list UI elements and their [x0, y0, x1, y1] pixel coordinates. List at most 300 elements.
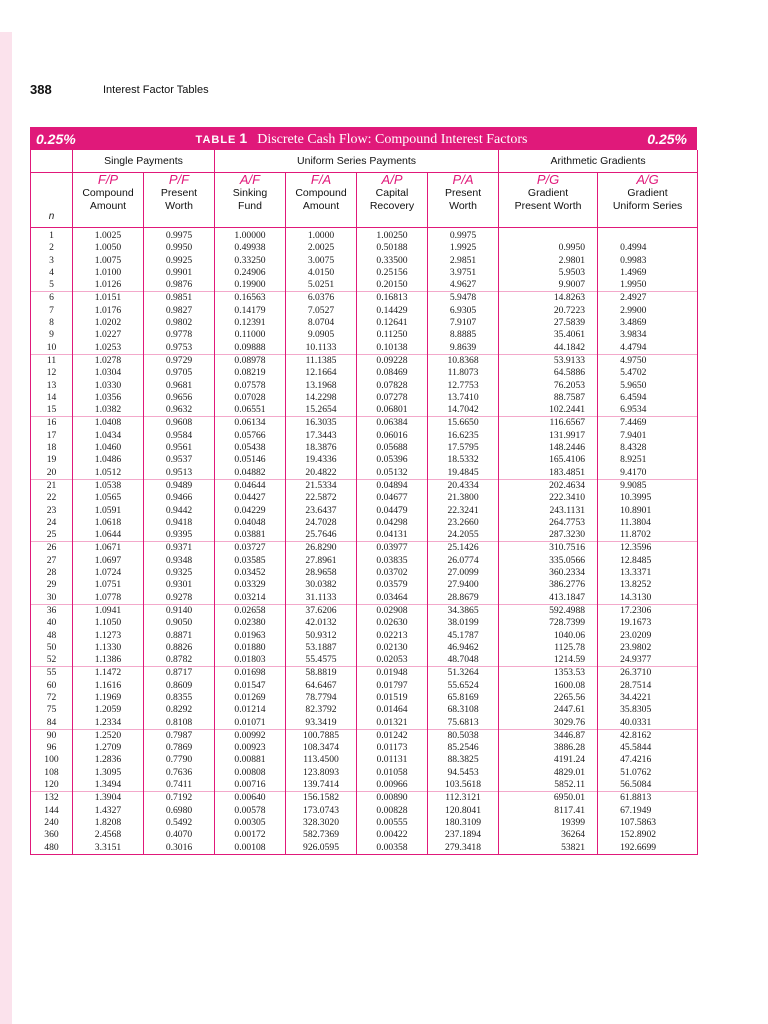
cell-fp: 1.4327	[73, 805, 144, 817]
cell-fp: 1.1472	[73, 667, 144, 680]
cell-pa: 16.6235	[428, 430, 499, 442]
cell-af: 0.19900	[215, 279, 286, 292]
cell-af: 0.01803	[215, 654, 286, 667]
cell-pa: 48.7048	[428, 654, 499, 667]
cell-fp: 1.0512	[73, 467, 144, 480]
table-row	[31, 242, 698, 254]
cell-pa: 38.0199	[428, 617, 499, 629]
cell-pf: 0.7192	[144, 792, 215, 805]
cell-ag: 6.9534	[598, 404, 698, 417]
cell-af: 0.04048	[215, 517, 286, 529]
col-symbol: A/G	[636, 172, 659, 187]
cell-ap: 0.09228	[357, 354, 428, 367]
cell-af: 0.11000	[215, 329, 286, 341]
cell-pf: 0.9348	[144, 555, 215, 567]
table-row	[31, 305, 698, 317]
table-row	[31, 329, 698, 341]
cell-n: 11	[31, 354, 73, 367]
cell-n: 12	[31, 367, 73, 379]
cell-pg: 27.5839	[499, 317, 598, 329]
cell-fp: 1.8208	[73, 817, 144, 829]
cell-pg: 3029.76	[499, 717, 598, 730]
cell-n: 36	[31, 604, 73, 617]
col-af-header	[215, 173, 286, 228]
cell-pa: 7.9107	[428, 317, 499, 329]
cell-fp: 2.4568	[73, 829, 144, 841]
cell-pa: 80.5038	[428, 729, 499, 742]
cell-pg: 8117.41	[499, 805, 598, 817]
cell-pa: 55.6524	[428, 680, 499, 692]
table-row	[31, 805, 698, 817]
cell-fp: 1.0382	[73, 404, 144, 417]
cell-pa: 13.7410	[428, 392, 499, 404]
cell-ag: 23.9802	[598, 642, 698, 654]
cell-n: 144	[31, 805, 73, 817]
cell-pf: 0.9513	[144, 467, 215, 480]
cell-fa: 27.8961	[286, 555, 357, 567]
cell-fp: 1.2520	[73, 729, 144, 742]
cell-ag: 6.4594	[598, 392, 698, 404]
cell-pg: 310.7516	[499, 542, 598, 555]
cell-fa: 37.6206	[286, 604, 357, 617]
col-ag-header	[598, 173, 698, 228]
cell-pa: 20.4334	[428, 479, 499, 492]
cell-fa: 55.4575	[286, 654, 357, 667]
cell-ag: 2.9900	[598, 305, 698, 317]
cell-n: 17	[31, 430, 73, 442]
cell-pa: 45.1787	[428, 630, 499, 642]
cell-pa: 34.3865	[428, 604, 499, 617]
cell-fp: 1.0126	[73, 279, 144, 292]
col-name-line1: Compound	[82, 187, 134, 199]
cell-n: 18	[31, 442, 73, 454]
cell-af: 0.49938	[215, 242, 286, 254]
table-row	[31, 279, 698, 292]
cell-pg: 148.2446	[499, 442, 598, 454]
cell-af: 0.08978	[215, 354, 286, 367]
cell-pf: 0.8609	[144, 680, 215, 692]
cell-pg: 9.9007	[499, 279, 598, 292]
cell-af: 0.05766	[215, 430, 286, 442]
cell-fp: 1.0227	[73, 329, 144, 341]
col-symbol: P/G	[536, 172, 560, 187]
cell-fp: 1.2334	[73, 717, 144, 730]
cell-ag: 8.4328	[598, 442, 698, 454]
cell-n: 9	[31, 329, 73, 341]
cell-af: 0.01698	[215, 667, 286, 680]
cell-pg: 287.3230	[499, 529, 598, 542]
cell-fp: 1.2059	[73, 704, 144, 716]
table-row	[31, 704, 698, 716]
cell-pg: 728.7399	[499, 617, 598, 629]
cell-pf: 0.9729	[144, 354, 215, 367]
cell-ap: 0.08469	[357, 367, 428, 379]
cell-n: 84	[31, 717, 73, 730]
cell-pf: 0.8717	[144, 667, 215, 680]
cell-pf: 0.8355	[144, 692, 215, 704]
group-uniform-series: Uniform Series Payments	[215, 150, 499, 173]
cell-pa: 103.5618	[428, 779, 499, 792]
cell-af: 0.07578	[215, 380, 286, 392]
table-row	[31, 680, 698, 692]
cell-fp: 1.0304	[73, 367, 144, 379]
col-name-line1: Present	[444, 187, 482, 199]
cell-pa: 51.3264	[428, 667, 499, 680]
cell-ap: 0.06384	[357, 417, 428, 430]
cell-n: 7	[31, 305, 73, 317]
cell-pg: 592.4988	[499, 604, 598, 617]
cell-pa: 11.8073	[428, 367, 499, 379]
cell-ap: 0.01519	[357, 692, 428, 704]
cell-pg: 0.9950	[499, 242, 598, 254]
col-name-line2: Amount	[89, 200, 127, 212]
cell-fa: 64.6467	[286, 680, 357, 692]
col-name-line2: Recovery	[369, 200, 415, 212]
cell-ap: 0.20150	[357, 279, 428, 292]
cell-ag: 8.9251	[598, 454, 698, 466]
cell-pg: 14.8263	[499, 292, 598, 305]
cell-ap: 0.06016	[357, 430, 428, 442]
table-row	[31, 542, 698, 555]
cell-ap: 0.01242	[357, 729, 428, 742]
table-row	[31, 779, 698, 792]
cell-pg: 64.5886	[499, 367, 598, 379]
table-row	[31, 767, 698, 779]
cell-af: 0.01547	[215, 680, 286, 692]
cell-ag: 28.7514	[598, 680, 698, 692]
cell-af: 0.03214	[215, 592, 286, 605]
cell-fp: 1.0618	[73, 517, 144, 529]
cell-af: 0.00808	[215, 767, 286, 779]
cell-pg	[499, 228, 598, 243]
cell-pa: 6.9305	[428, 305, 499, 317]
table-row	[31, 367, 698, 379]
cell-n: 16	[31, 417, 73, 430]
cell-ag: 3.9834	[598, 329, 698, 341]
cell-n: 29	[31, 579, 73, 591]
cell-pf: 0.9975	[144, 228, 215, 243]
side-color-strip	[0, 32, 12, 1024]
cell-pg: 44.1842	[499, 342, 598, 355]
col-pf-header	[144, 173, 215, 228]
cell-fp: 1.0075	[73, 255, 144, 267]
cell-pg: 88.7587	[499, 392, 598, 404]
cell-pa: 14.7042	[428, 404, 499, 417]
cell-n: 24	[31, 517, 73, 529]
cell-fp: 1.1330	[73, 642, 144, 654]
cell-fa: 14.2298	[286, 392, 357, 404]
cell-pf: 0.9778	[144, 329, 215, 341]
cell-ag: 7.9401	[598, 430, 698, 442]
cell-pa: 10.8368	[428, 354, 499, 367]
cell-pa: 4.9627	[428, 279, 499, 292]
cell-ap: 0.50188	[357, 242, 428, 254]
cell-pf: 0.9561	[144, 442, 215, 454]
cell-ag: 4.4794	[598, 342, 698, 355]
cell-fp: 1.1969	[73, 692, 144, 704]
cell-fp: 1.1616	[73, 680, 144, 692]
cell-af: 0.01963	[215, 630, 286, 642]
cell-ag: 1.9950	[598, 279, 698, 292]
cell-pg: 116.6567	[499, 417, 598, 430]
cell-fp: 1.0151	[73, 292, 144, 305]
cell-ag: 107.5863	[598, 817, 698, 829]
cell-pa: 88.3825	[428, 754, 499, 766]
table-row	[31, 742, 698, 754]
cell-af: 0.00992	[215, 729, 286, 742]
cell-ap: 0.03464	[357, 592, 428, 605]
cell-n: 3	[31, 255, 73, 267]
cell-pa: 120.8041	[428, 805, 499, 817]
cell-fp: 1.3904	[73, 792, 144, 805]
cell-ag: 47.4216	[598, 754, 698, 766]
cell-fp: 1.0591	[73, 505, 144, 517]
cell-af: 0.03585	[215, 555, 286, 567]
col-name-line1: Compound	[295, 187, 347, 199]
cell-ap: 0.01058	[357, 767, 428, 779]
cell-pg: 3886.28	[499, 742, 598, 754]
cell-af: 0.05146	[215, 454, 286, 466]
cell-ag: 152.8902	[598, 829, 698, 841]
table-row	[31, 630, 698, 642]
col-pg-header	[499, 173, 598, 228]
cell-af: 0.00716	[215, 779, 286, 792]
column-header-row	[31, 173, 698, 228]
table-row	[31, 380, 698, 392]
cell-pg: 2265.56	[499, 692, 598, 704]
cell-fa: 173.0743	[286, 805, 357, 817]
cell-pf: 0.5492	[144, 817, 215, 829]
cell-pg: 131.9917	[499, 430, 598, 442]
cell-fa: 139.7414	[286, 779, 357, 792]
cell-pg: 20.7223	[499, 305, 598, 317]
cell-fp: 1.0253	[73, 342, 144, 355]
cell-af: 1.00000	[215, 228, 286, 243]
cell-ap: 0.12641	[357, 317, 428, 329]
cell-fa: 18.3876	[286, 442, 357, 454]
cell-n: 72	[31, 692, 73, 704]
cell-pg: 53821	[499, 842, 598, 855]
cell-n: 90	[31, 729, 73, 742]
cell-af: 0.02658	[215, 604, 286, 617]
cell-fa: 8.0704	[286, 317, 357, 329]
cell-pf: 0.9876	[144, 279, 215, 292]
table-row	[31, 479, 698, 492]
cell-n: 75	[31, 704, 73, 716]
cell-af: 0.05438	[215, 442, 286, 454]
cell-ap: 0.07278	[357, 392, 428, 404]
cell-pf: 0.9632	[144, 404, 215, 417]
cell-af: 0.33250	[215, 255, 286, 267]
table-row	[31, 454, 698, 466]
cell-ap: 0.00555	[357, 817, 428, 829]
cell-pa: 24.2055	[428, 529, 499, 542]
cell-fa: 108.3474	[286, 742, 357, 754]
cell-pf: 0.9442	[144, 505, 215, 517]
table-caption	[196, 130, 528, 148]
cell-pf: 0.9925	[144, 255, 215, 267]
cell-n: 52	[31, 654, 73, 667]
cell-ag: 9.9085	[598, 479, 698, 492]
cell-n: 120	[31, 779, 73, 792]
cell-n: 15	[31, 404, 73, 417]
table-row	[31, 430, 698, 442]
cell-pf: 0.9851	[144, 292, 215, 305]
cell-fp: 1.0778	[73, 592, 144, 605]
cell-pf: 0.3016	[144, 842, 215, 855]
table-row	[31, 392, 698, 404]
cell-pg: 335.0566	[499, 555, 598, 567]
cell-fp: 1.0434	[73, 430, 144, 442]
cell-af: 0.03329	[215, 579, 286, 591]
cell-ap: 0.01321	[357, 717, 428, 730]
cell-ap: 0.02908	[357, 604, 428, 617]
cell-ap: 0.05688	[357, 442, 428, 454]
cell-pg: 3446.87	[499, 729, 598, 742]
cell-pa: 22.3241	[428, 505, 499, 517]
cell-af: 0.01269	[215, 692, 286, 704]
cell-pg: 386.2776	[499, 579, 598, 591]
cell-fp: 1.3095	[73, 767, 144, 779]
cell-fa: 82.3792	[286, 704, 357, 716]
cell-pg: 53.9133	[499, 354, 598, 367]
cell-pf: 0.9395	[144, 529, 215, 542]
table-row	[31, 228, 698, 243]
cell-ap: 0.14429	[357, 305, 428, 317]
cell-pf: 0.4070	[144, 829, 215, 841]
cell-pf: 0.9301	[144, 579, 215, 591]
col-name-line2: Uniform Series	[612, 200, 683, 212]
cell-fp: 1.1386	[73, 654, 144, 667]
cell-fa: 10.1133	[286, 342, 357, 355]
cell-ap: 0.01948	[357, 667, 428, 680]
cell-ag: 42.8162	[598, 729, 698, 742]
cell-pf: 0.9827	[144, 305, 215, 317]
table-row	[31, 567, 698, 579]
cell-ag: 13.3371	[598, 567, 698, 579]
cell-n: 30	[31, 592, 73, 605]
cell-ag: 19.1673	[598, 617, 698, 629]
cell-fa: 26.8290	[286, 542, 357, 555]
cell-af: 0.07028	[215, 392, 286, 404]
cell-ag: 17.2306	[598, 604, 698, 617]
cell-ag: 12.8485	[598, 555, 698, 567]
cell-fp: 1.0356	[73, 392, 144, 404]
cell-fa: 93.3419	[286, 717, 357, 730]
cell-pf: 0.8108	[144, 717, 215, 730]
cell-pf: 0.9753	[144, 342, 215, 355]
cell-ag: 3.4869	[598, 317, 698, 329]
cell-ag: 67.1949	[598, 805, 698, 817]
cell-ag: 0.4994	[598, 242, 698, 254]
table-row	[31, 467, 698, 480]
cell-n: 19	[31, 454, 73, 466]
cell-pf: 0.9802	[144, 317, 215, 329]
cell-fp: 1.0751	[73, 579, 144, 591]
cell-fa: 12.1664	[286, 367, 357, 379]
cell-ag: 61.8813	[598, 792, 698, 805]
cell-fp: 1.0202	[73, 317, 144, 329]
cell-pa: 85.2546	[428, 742, 499, 754]
cell-pf: 0.8782	[144, 654, 215, 667]
cell-fa: 3.0075	[286, 255, 357, 267]
cell-ap: 1.00250	[357, 228, 428, 243]
group-single-payments: Single Payments	[73, 150, 215, 173]
group-blank	[31, 150, 73, 173]
cell-ag: 26.3710	[598, 667, 698, 680]
cell-af: 0.04882	[215, 467, 286, 480]
cell-ap: 0.00358	[357, 842, 428, 855]
cell-n: 55	[31, 667, 73, 680]
col-name-line1: Capital	[375, 187, 409, 199]
cell-af: 0.01214	[215, 704, 286, 716]
cell-fp: 1.0538	[73, 479, 144, 492]
cell-n: 13	[31, 380, 73, 392]
table-row	[31, 692, 698, 704]
cell-pa: 25.1426	[428, 542, 499, 555]
cell-pf: 0.8871	[144, 630, 215, 642]
table-row	[31, 292, 698, 305]
cell-ag: 5.4702	[598, 367, 698, 379]
cell-ap: 0.01173	[357, 742, 428, 754]
cell-af: 0.03727	[215, 542, 286, 555]
cell-pf: 0.9325	[144, 567, 215, 579]
cell-pg: 76.2053	[499, 380, 598, 392]
cell-fp: 1.0460	[73, 442, 144, 454]
cell-fa: 25.7646	[286, 529, 357, 542]
table-row	[31, 604, 698, 617]
table-row	[31, 255, 698, 267]
table-row	[31, 354, 698, 367]
cell-fp: 1.0671	[73, 542, 144, 555]
cell-pf: 0.9371	[144, 542, 215, 555]
table-label: TABLE	[195, 133, 237, 146]
running-head: Interest Factor Tables	[103, 84, 209, 96]
cell-ap: 0.02630	[357, 617, 428, 629]
cell-af: 0.00305	[215, 817, 286, 829]
cell-ap: 0.00890	[357, 792, 428, 805]
col-name-line1: Sinking	[232, 187, 268, 199]
cell-pg: 2.9801	[499, 255, 598, 267]
cell-af: 0.06134	[215, 417, 286, 430]
cell-af: 0.00881	[215, 754, 286, 766]
cell-fa: 113.4500	[286, 754, 357, 766]
table-row	[31, 717, 698, 730]
cell-af: 0.09888	[215, 342, 286, 355]
cell-fp: 1.0408	[73, 417, 144, 430]
cell-fa: 31.1133	[286, 592, 357, 605]
cell-pf: 0.8292	[144, 704, 215, 716]
cell-pf: 0.9050	[144, 617, 215, 629]
cell-fa: 78.7794	[286, 692, 357, 704]
cell-fp: 1.0724	[73, 567, 144, 579]
cell-ag: 11.8702	[598, 529, 698, 542]
cell-af: 0.04427	[215, 492, 286, 504]
col-name-line2: Amount	[302, 200, 340, 212]
cell-ag: 5.9650	[598, 380, 698, 392]
cell-pf: 0.7411	[144, 779, 215, 792]
cell-pg: 35.4061	[499, 329, 598, 341]
cell-pf: 0.6980	[144, 805, 215, 817]
cell-pf: 0.9278	[144, 592, 215, 605]
cell-pa: 112.3121	[428, 792, 499, 805]
col-name-line1: Present	[160, 187, 198, 199]
cell-af: 0.14179	[215, 305, 286, 317]
cell-n: 96	[31, 742, 73, 754]
cell-fa: 58.8819	[286, 667, 357, 680]
col-fa-header	[286, 173, 357, 228]
table-row	[31, 492, 698, 504]
